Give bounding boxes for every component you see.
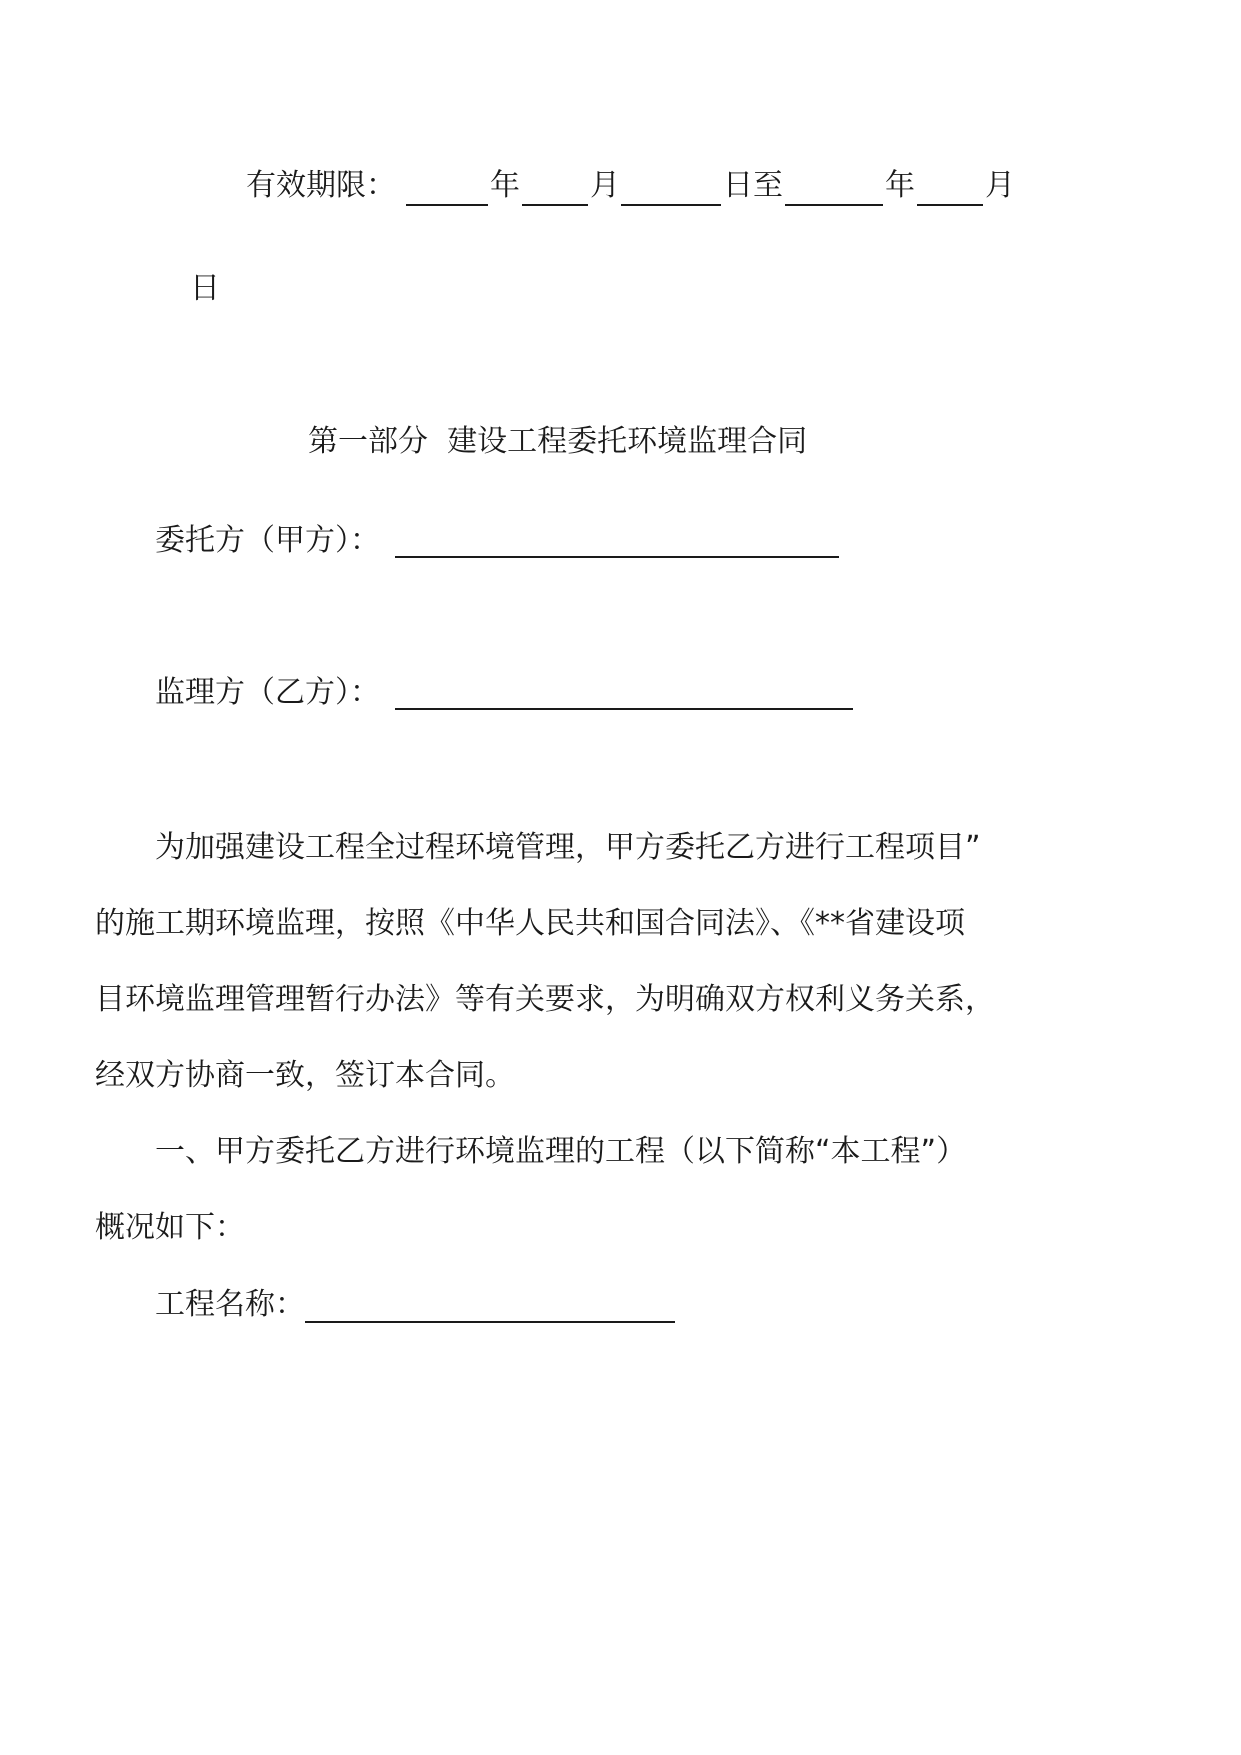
validity-month1-blank[interactable] xyxy=(522,204,588,206)
clause1-line-1: 一、甲方委托乙方进行环境监理的工程（以下简称“本工程”） xyxy=(155,1134,967,1169)
validity-year2-blank[interactable] xyxy=(785,204,883,206)
party-a-blank[interactable] xyxy=(395,556,839,558)
project-name-label: 工程名称： xyxy=(155,1287,305,1322)
validity-label: 有效期限： xyxy=(246,168,396,203)
section-title: 第一部分 建设工程委托环境监理合同 xyxy=(308,424,808,459)
validity-month2-blank[interactable] xyxy=(917,204,983,206)
validity-year1-unit: 年 xyxy=(490,168,520,203)
paragraph-line-3: 目环境监理管理暂行办法》等有关要求，为明确双方权利义务关系， xyxy=(95,982,995,1017)
project-name-blank[interactable] xyxy=(305,1321,675,1323)
validity-year1-blank[interactable] xyxy=(406,204,488,206)
paragraph-line-4: 经双方协商一致，签订本合同。 xyxy=(95,1058,515,1093)
validity-month1-unit: 月 xyxy=(590,168,620,203)
validity-month2-unit: 月 xyxy=(985,168,1015,203)
paragraph-line-1: 为加强建设工程全过程环境管理，甲方委托乙方进行工程项目” xyxy=(155,830,981,865)
validity-day2-unit: 日 xyxy=(190,271,220,306)
party-b-label: 监理方（乙方）： xyxy=(155,675,380,710)
validity-day-to: 日至 xyxy=(723,168,783,203)
party-b-blank[interactable] xyxy=(395,708,853,710)
clause1-line-2: 概况如下： xyxy=(95,1210,245,1245)
paragraph-line-2: 的施工期环境监理，按照《中华人民共和国合同法》、《**省建设项 xyxy=(95,906,965,941)
validity-day1-blank[interactable] xyxy=(621,204,721,206)
party-a-label: 委托方（甲方）： xyxy=(155,523,380,558)
validity-year2-unit: 年 xyxy=(885,168,915,203)
